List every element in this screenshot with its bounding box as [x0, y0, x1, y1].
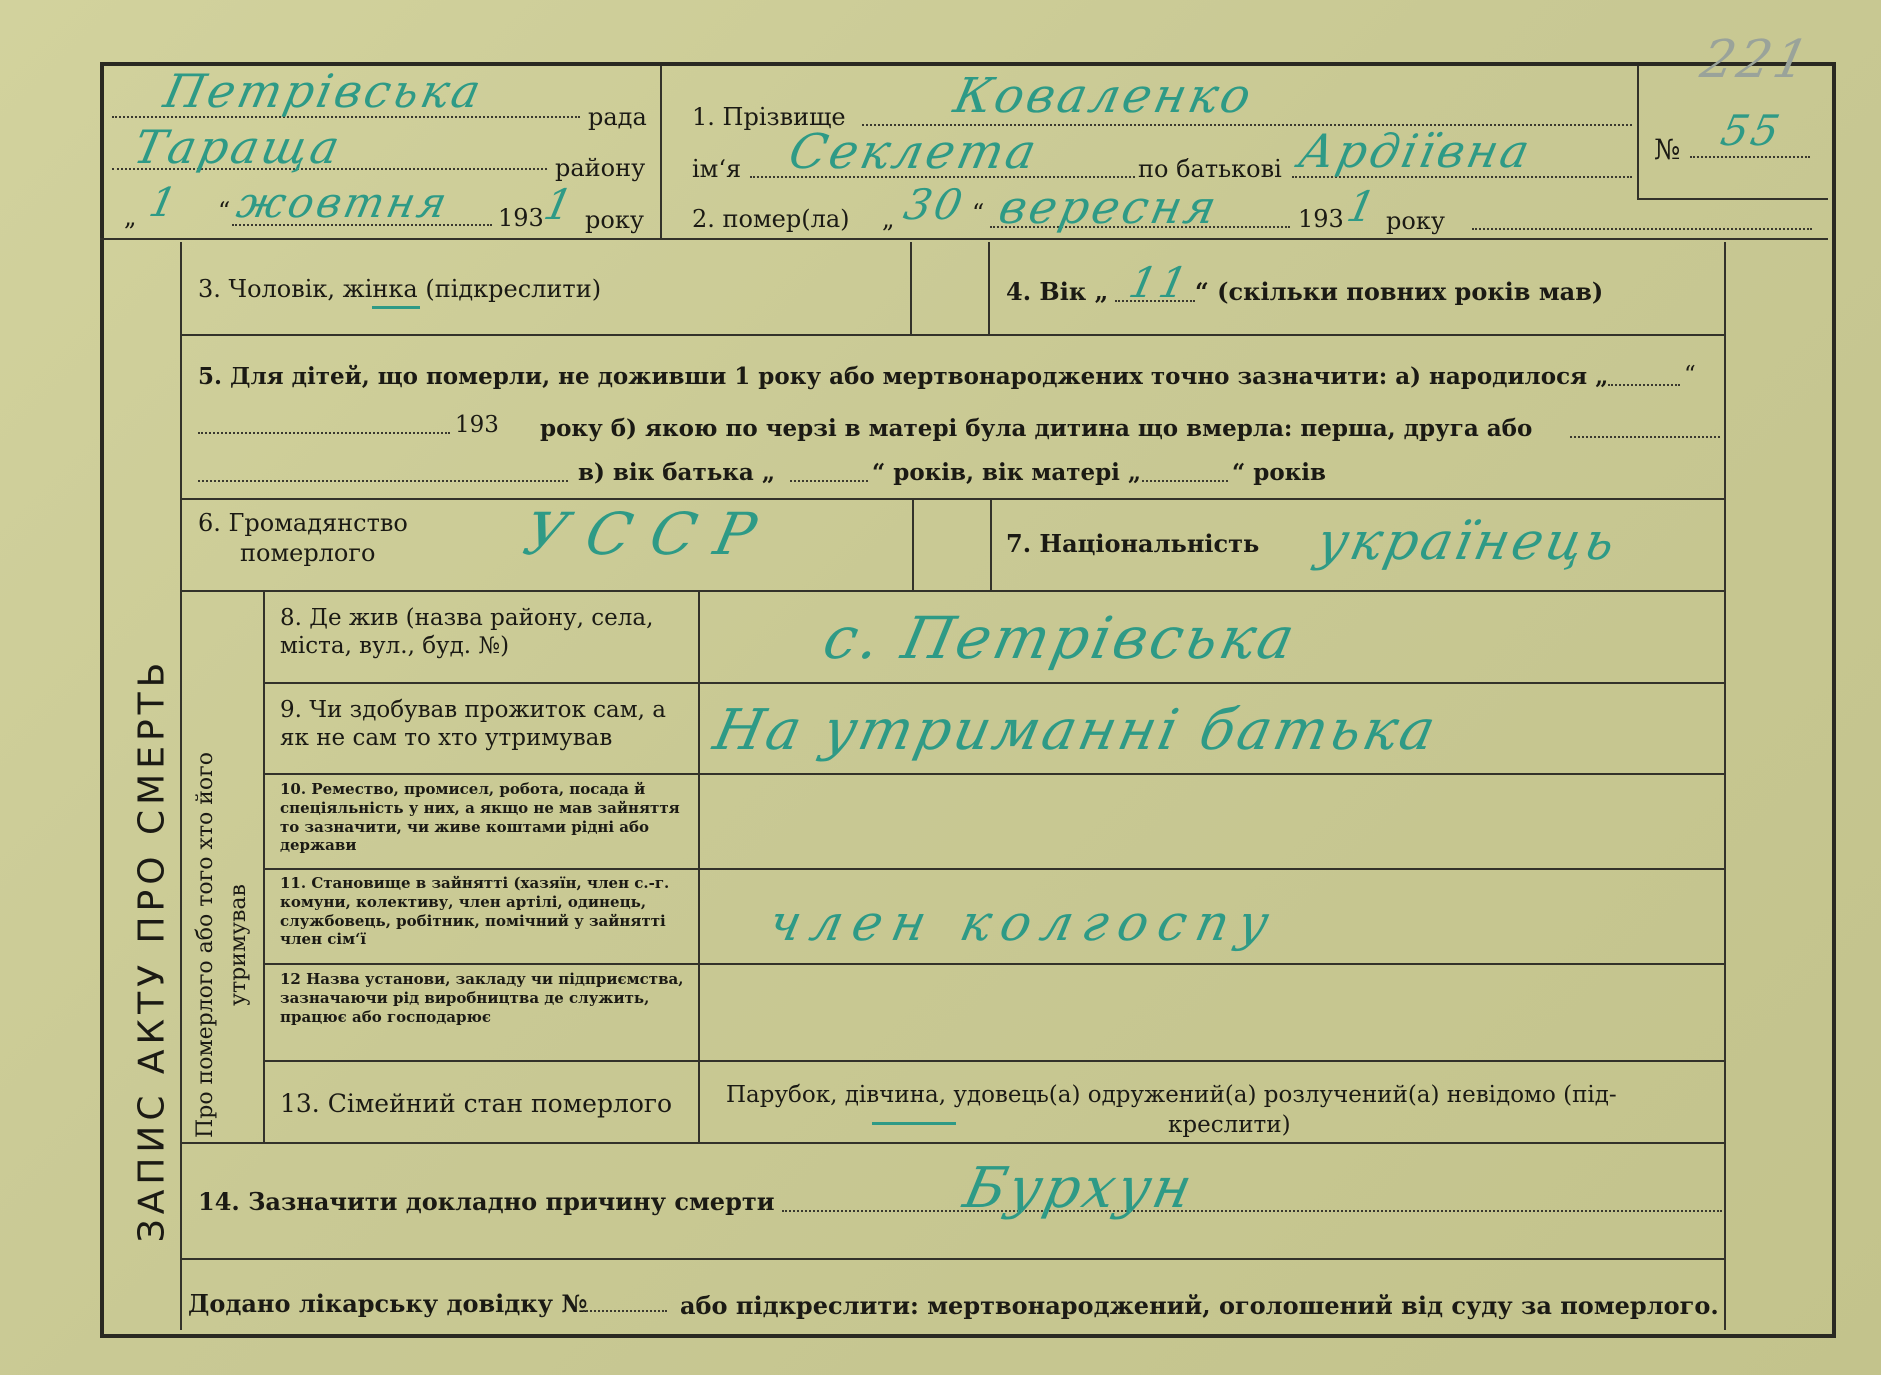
f8-label: 8. Де жив (назва району, села, міста, вул., буд. №)	[280, 605, 654, 660]
surname-label: 1. Прізвище	[692, 103, 846, 131]
year-prefix: 193	[498, 204, 544, 232]
side-group-line-2: утримував	[226, 884, 251, 1006]
children-line-1-end: “	[1684, 362, 1696, 388]
f11-handwriting: член колгоспу	[763, 894, 1284, 952]
f11-label: 11. Становище в зайнятті (хазяїн, член с.-г. комуни, колективу, член артілі, одинець, службовець, робітник, помічний у зайнятті член сім‘ї	[280, 874, 670, 949]
death-day-handwriting: 30	[899, 180, 970, 229]
surname-handwriting: Коваленко	[949, 68, 1259, 124]
age-label-b: “ (скільки повних років мав)	[1195, 277, 1604, 306]
f13-underline-mark	[872, 1122, 956, 1125]
row-line-14	[180, 1258, 1724, 1260]
row-line-9	[263, 773, 1724, 775]
children-line-3c: “ років	[1232, 459, 1326, 486]
age-handwriting: 11	[1124, 258, 1195, 307]
header-divider-1	[660, 66, 662, 238]
year-handwriting: 1	[539, 180, 580, 229]
header-number-box-bottom	[1637, 198, 1828, 200]
footer-label-b: або підкреслити: мертвонароджений, оголошений від суду за померлого.	[680, 1291, 1719, 1320]
side-group-line-1: Про померлого або того хто його	[193, 752, 218, 1138]
nationality-handwriting: українець	[1311, 512, 1624, 572]
f9-label: 9. Чи здобував прожиток сам, а як не сам то хто утримував	[280, 697, 666, 752]
district-handwriting: Тараща	[129, 120, 348, 174]
left-column-line	[180, 242, 182, 1330]
month-handwriting: жовтня	[232, 178, 454, 227]
row-line-6	[180, 590, 1724, 592]
children-line-3b: “ років, вік матері „	[872, 459, 1142, 486]
row3-divider-a	[910, 242, 912, 334]
death-quote-open: „	[882, 205, 895, 233]
children-born-dotted	[1608, 384, 1680, 386]
row-line-12	[263, 1060, 1724, 1062]
sex-label: 3. Чоловік, жінка (підкреслити)	[198, 275, 602, 303]
header-bottom-line	[100, 238, 1828, 240]
death-roku-label: року	[1386, 207, 1445, 235]
children-year-dotted	[198, 432, 450, 434]
row-line-13	[180, 1142, 1724, 1144]
corner-number-handwriting: 221	[1695, 30, 1817, 90]
f14-dotted-line	[782, 1210, 1722, 1212]
f13-options-2: креслити)	[1168, 1112, 1291, 1138]
f10-label: 10. Ремество, промисел, робота, посада й спеціяльність у них, а якщо не мав зайняття то зазначити, чи живе коштами рідні або держави	[280, 780, 680, 855]
children-line-3a: в) вік батька „	[578, 459, 776, 486]
children-line-1: 5. Для дітей, що померли, не доживши 1 року або мертвонароджених точно зазначити: а) народилося „	[198, 363, 1609, 390]
number-handwriting: 55	[1716, 106, 1787, 155]
rayonu-label: району	[555, 154, 646, 182]
row-line-8	[263, 682, 1724, 684]
row3-divider-b	[988, 242, 990, 334]
side-group-label	[189, 752, 255, 1138]
rada-label: рада	[588, 103, 647, 131]
row-line-5	[180, 498, 1724, 500]
name-label: ім‘я	[692, 155, 742, 183]
f13-label: 13. Сімейний стан померлого	[280, 1089, 673, 1118]
header-divider-2	[1637, 66, 1639, 198]
patronymic-label: по батькові	[1138, 155, 1282, 183]
row-line-3	[180, 334, 1724, 336]
number-dotted-line	[1690, 156, 1810, 158]
citizenship-handwriting: УССР	[517, 500, 782, 568]
children-year-prefix: 193	[455, 412, 499, 438]
header-tail-dotted-line	[1472, 228, 1812, 230]
sex-underline-mark	[372, 306, 420, 309]
f13-options-1: Парубок, дівчина, удовець(а) одружений(а) розлучений(а) невідомо (під-	[726, 1082, 1617, 1108]
patronymic-handwriting: Ардіївна	[1294, 124, 1538, 178]
children-line-2: року б) якою по черзі в матері була дитина що вмерла: перша, друга або	[540, 415, 1533, 442]
citizenship-label-2: померлого	[240, 539, 376, 567]
death-date-label: 2. помер(ла)	[692, 205, 850, 233]
death-year-prefix: 193	[1298, 205, 1344, 233]
mother-age-dotted	[1142, 480, 1228, 482]
label-value-divider	[698, 590, 700, 1142]
footer-dotted-line	[583, 1310, 667, 1312]
side-title: ЗАПИС АКТУ ПРО СМЕРТЬ	[131, 657, 173, 1243]
date-quote-close: “	[218, 197, 231, 225]
day-handwriting: 1	[145, 180, 184, 226]
father-age-dotted	[790, 480, 868, 482]
nationality-label: 7. Національність	[1006, 529, 1260, 558]
death-year-handwriting: 1	[1342, 182, 1383, 231]
row-line-11	[263, 963, 1724, 965]
citizenship-label-1: 6. Громадянство	[198, 509, 408, 537]
f14-label: 14. Зазначити докладно причину смерти	[198, 1187, 775, 1216]
children-order-dotted	[1570, 436, 1720, 438]
children-order-dotted-2	[198, 480, 568, 482]
year-roku-label: року	[585, 206, 644, 234]
village-handwriting: Петрівська	[159, 64, 489, 118]
age-label-a: 4. Вік „	[1006, 277, 1109, 306]
row6-divider-b	[990, 498, 992, 590]
right-inner-line	[1724, 242, 1726, 1330]
f8-handwriting: с. Петрівська	[817, 604, 1304, 672]
f14-handwriting: Бурхун	[958, 1156, 1201, 1221]
number-label: №	[1654, 133, 1681, 166]
f9-handwriting: На утриманні батька	[708, 698, 1444, 763]
name-handwriting: Секлета	[784, 124, 1044, 180]
row6-divider-a	[912, 498, 914, 590]
death-month-handwriting: вересня	[994, 180, 1224, 234]
date-quote-open: „	[124, 203, 137, 231]
row-line-10	[263, 868, 1724, 870]
death-quote-close: “	[972, 199, 985, 227]
footer-label-a: Додано лікарську довідку №	[188, 1289, 588, 1318]
f12-label: 12 Назва установи, закладу чи підприємства, зазначаючи рід виробництва де служить, працює або господарює	[280, 970, 684, 1026]
